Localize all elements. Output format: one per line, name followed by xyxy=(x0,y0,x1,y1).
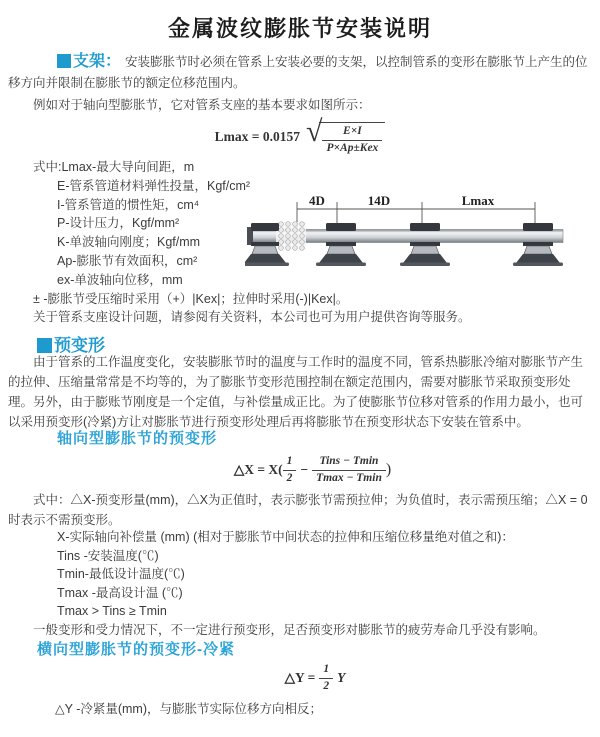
formula-denominator: P×Ap±Kex xyxy=(326,141,379,154)
formula-lhs: △Y = xyxy=(284,670,316,685)
temperature-fraction xyxy=(312,455,386,486)
formula-numerator: E×I xyxy=(322,125,382,141)
fraction-denominator: 2 xyxy=(286,471,293,484)
formula-lhs: Lmax = 0.0157 xyxy=(214,129,300,144)
axial-symbol-line: Tmax -最高设计温 (℃) xyxy=(57,585,183,600)
lateral-note-line: △Y -冷紧量(mm)，与膨胀节实际位移方向相反； xyxy=(55,702,323,716)
sqrt-radical xyxy=(306,114,385,156)
fraction-denominator: Tmax − Tmin xyxy=(316,471,382,484)
definition-line: E-管系管道材料弹性投量，Kgf/cm² xyxy=(57,178,251,193)
predeform-heading-label: 预变形 xyxy=(54,336,105,355)
half-fraction xyxy=(319,663,333,694)
definition-line: I-管系管道的惯性矩，cm⁴ xyxy=(57,197,200,212)
lmax-formula xyxy=(185,114,415,156)
support-heading: 支架： xyxy=(73,53,122,70)
lateral-heading: 横向型膨胀节的预变形-冷紧 xyxy=(37,641,235,658)
bellows-icon xyxy=(276,222,306,251)
pipe-support-diagram xyxy=(245,192,575,277)
axial-note-paragraph: 式中：△X-预变形量(mm)，△X为正值时，表示膨张节需预拉伸；为负值时，表示需预压缩；△X = 0时表示不需预变形。 xyxy=(8,493,588,527)
close-paren: ) xyxy=(385,461,392,478)
section-marker-icon xyxy=(57,54,71,68)
fraction-numerator: 1 xyxy=(319,663,333,679)
axial-symbol-list xyxy=(57,528,514,621)
support-paragraph xyxy=(8,51,593,94)
dim-label-4d: 4D xyxy=(309,193,325,208)
definition-line: K-单波轴向刚度；Kgf/mm xyxy=(57,235,201,250)
axial-symbol-line: X-实际轴向补偿量 (mm) (相对于膨胀节中间状态的拉伸和压缩位移量绝对值之和)： xyxy=(57,530,514,544)
fraction-numerator: 1 xyxy=(283,455,297,471)
axial-symbol-line: Tmin-最低设计温度(℃) xyxy=(57,567,185,582)
definition-line: ex-单波轴向位移，mm xyxy=(57,272,183,287)
dim-label-lmax: Lmax xyxy=(461,193,495,208)
definition-line: 式中:Lmax-最大导向间距，m xyxy=(33,160,195,174)
definition-line: P-设计压力，Kgf/mm² xyxy=(57,216,180,231)
support-intro-text: 安装膨胀节时必须在管系上安装必要的支架，以控制管系的变形在膨胀节上产生的位移方向并限制在膨胀节的额定位移范围内。 xyxy=(8,55,588,90)
half-fraction xyxy=(283,455,297,486)
predeform-paragraph: 由于管系的工作温度变化，安装膨胀节时的温度与工作时的温度不同，管系热膨胀冷缩对膨胀节产生的拉伸、压缩量常常是不均等的，为了膨胀节变形范围控制在额定范围内，需要对膨胀节采取预变形处理。另外，由于膨账节刚度是一个定值，与补偿量成正比。为了使膨胀节位移对管系的作用力最小，也可以采用预变形(冷紧)方让对膨胀节进行预变形处理后再将膨胀节在预变形状态下安装在管系中。 xyxy=(8,355,584,429)
formula-rhs: Y xyxy=(337,670,346,685)
dim-label-14d: 14D xyxy=(367,193,391,208)
fraction-denominator: 2 xyxy=(323,679,330,692)
definition-line: ± -膨胀节受压缩时采用（+）|Kex|；拉伸时采用(-)|Kex|。 xyxy=(33,291,349,306)
sqrt-sign-icon: √ xyxy=(306,114,323,148)
pipe-support-diagram-svg xyxy=(245,192,575,277)
axial-heading: 轴向型膨胀节的预变形 xyxy=(57,430,218,447)
example-line: 例如对于轴向型膨胀节，它对管系支座的基本要求如图所示： xyxy=(33,98,371,112)
axial-closing-line: 一般变形和受力情况下，不一定进行预变形，足否预变形对膨胀节的疲劳寿命几乎没有影响。 xyxy=(33,623,546,637)
axial-formula xyxy=(225,452,400,488)
definition-line: 关于管系支座设计问题，请参阅有关资料，本公司也可为用户提供咨询等服务。 xyxy=(33,310,471,325)
axial-symbol-line: Tmax > Tins ≥ Tmin xyxy=(57,604,167,619)
page-title: 金属波纹膨胀节安装说明 xyxy=(167,16,432,41)
section-marker-icon xyxy=(37,338,52,353)
formula-lhs: △X = X( xyxy=(233,462,283,477)
minus-operator: − xyxy=(300,462,309,477)
axial-symbol-line: Tins -安装温度(℃) xyxy=(57,548,159,563)
fraction-numerator: Tins − Tmin xyxy=(312,455,386,471)
lateral-formula xyxy=(255,662,375,694)
definition-line: Ap-膨胀节有效面积，cm² xyxy=(57,253,198,268)
